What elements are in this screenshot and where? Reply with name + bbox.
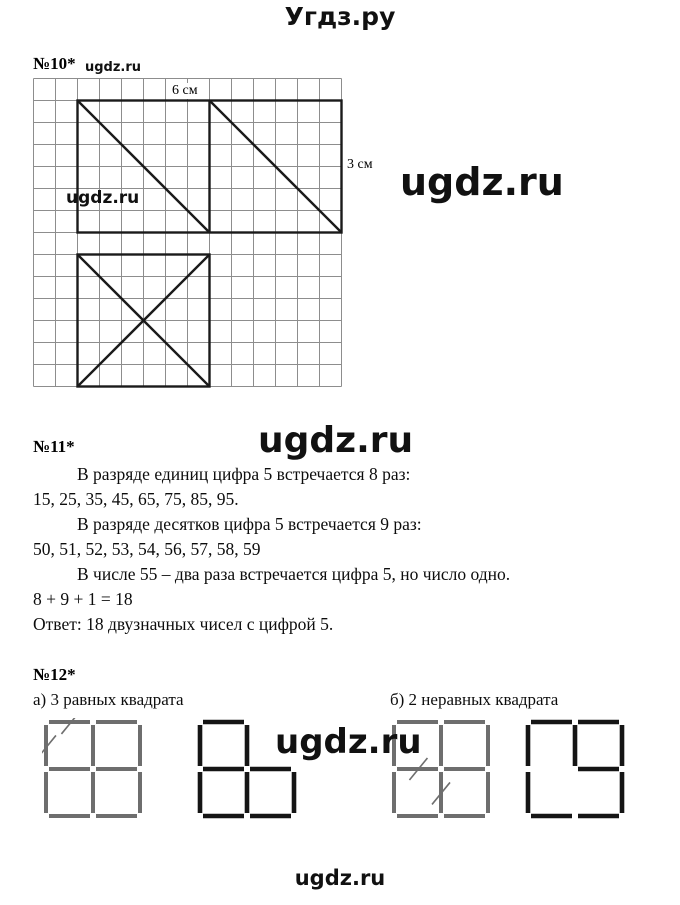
exercise-11-number: №11* — [33, 437, 75, 456]
exercise-10-number: №10* — [33, 54, 76, 73]
matchstick-answer-a-svg — [196, 718, 298, 820]
matchstick-puzzle-a-svg — [42, 718, 144, 820]
exercise-12-caption-b: б) 2 неравных квадрата — [390, 690, 559, 709]
watermark-middle: ugdz.ru — [258, 420, 414, 461]
exercise-12-caption-a: а) 3 равных квадрата — [33, 690, 184, 709]
exercise-12-number: №12* — [33, 665, 76, 684]
exercise-11-line: В разряде десятков цифра 5 встречается 9 раз: — [77, 514, 422, 534]
dimension-label-top: 6 см — [172, 83, 198, 98]
exercise-11-line: Ответ: 18 двузначных чисел с цифрой 5. — [33, 614, 334, 634]
matchstick-puzzle-b — [390, 718, 492, 820]
watermark-bottom: ugdz.ru — [294, 866, 386, 890]
exercise-11-line: В разряде единиц цифра 5 встречается 8 раз: — [77, 464, 411, 484]
matchstick-puzzle-b-svg — [390, 718, 492, 820]
matchstick-answer-a — [196, 718, 298, 820]
exercise-11-line: 8 + 9 + 1 = 18 — [33, 589, 133, 609]
exercise-11-line: 15, 25, 35, 45, 65, 75, 85, 95. — [33, 489, 239, 509]
exercise-11-solution-text — [33, 462, 633, 637]
watermark-low: ugdz.ru — [275, 722, 422, 762]
watermark-inside-grid: ugdz.ru — [66, 188, 140, 208]
watermark-small-top: ugdz.ru — [85, 60, 142, 75]
site-header-title: Угдз.ру — [284, 2, 396, 31]
exercise-11-line: В числе 55 – два раза встречается цифра 5, но число одно. — [77, 564, 511, 584]
exercise-10-figure — [33, 78, 353, 388]
matchstick-answer-b — [524, 718, 626, 820]
dimension-label-right: 3 см — [347, 157, 373, 172]
matchstick-answer-b-svg — [524, 718, 626, 820]
exercise-11-line: 50, 51, 52, 53, 54, 56, 57, 58, 59 — [33, 539, 261, 559]
watermark-large-right: ugdz.ru — [400, 160, 564, 204]
exercise-10-svg — [33, 78, 353, 390]
matchstick-puzzle-a — [42, 718, 144, 820]
